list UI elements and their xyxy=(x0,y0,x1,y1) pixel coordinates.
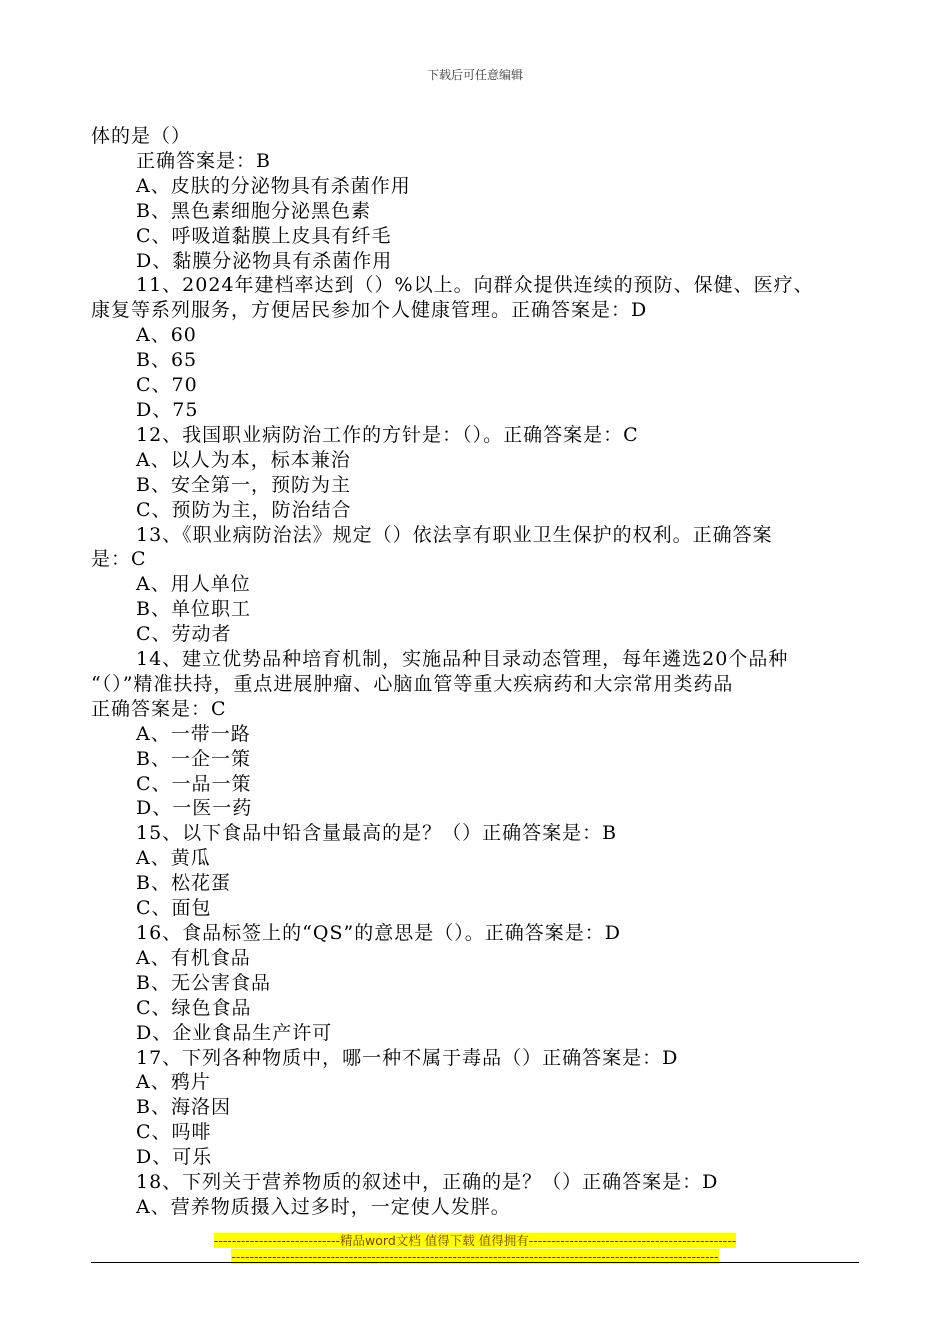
text-line: D、可乐 xyxy=(136,1146,213,1169)
text-line: C、劳动者 xyxy=(136,623,232,646)
text-line: B、松花蛋 xyxy=(136,872,231,895)
text-line: 13、《职业病防治法》规定（）依法享有职业卫生保护的权利。正确答案 xyxy=(136,523,773,546)
text-line: A、用人单位 xyxy=(136,573,251,596)
text-line: C、一品一策 xyxy=(136,772,252,795)
text-line: B、一企一策 xyxy=(136,747,251,770)
document-body xyxy=(91,124,871,1220)
text-line: 12、我国职业病防治工作的方针是：（）。正确答案是：C xyxy=(136,423,639,446)
text-line: A、鸦片 xyxy=(136,1071,211,1094)
text-line: “（）”精准扶持，重点进展肿瘤、心脑血管等重大疾病药和大宗常用类药品 xyxy=(91,672,734,695)
text-line: 15、以下食品中铅含量最高的是？（）正确答案是：B xyxy=(136,822,618,845)
text-line: D、一医一药 xyxy=(136,797,253,820)
text-line: C、面包 xyxy=(136,897,212,920)
text-line: D、黏膜分泌物具有杀菌作用 xyxy=(136,249,393,272)
text-line: A、营养物质摄入过多时，一定使人发胖。 xyxy=(136,1195,511,1218)
text-line: 体的是（） xyxy=(91,125,192,147)
text-line: D、企业食品生产许可 xyxy=(136,1021,333,1044)
text-line: B、安全第一，预防为主 xyxy=(136,473,351,496)
footer-rule xyxy=(91,1262,859,1263)
text-line: B、单位职工 xyxy=(136,598,251,621)
text-line: C、吗啡 xyxy=(136,1121,212,1144)
text-line: B、65 xyxy=(136,349,198,372)
text-line: A、一带一路 xyxy=(136,722,251,745)
text-line: 是：C xyxy=(91,548,147,571)
text-line: C、预防为主，防治结合 xyxy=(136,498,352,521)
text-line: B、黑色素细胞分泌黑色素 xyxy=(136,199,371,222)
text-line: D、75 xyxy=(136,398,199,421)
text-line: B、海洛因 xyxy=(136,1096,231,1119)
text-line: A、60 xyxy=(136,324,197,347)
text-line: 16、食品标签上的“QS”的意思是（）。正确答案是：D xyxy=(136,922,621,944)
text-line: 11、2024年建档率达到（）%以上。向群众提供连续的预防、保健、医疗、 xyxy=(136,274,814,297)
text-line: A、有机食品 xyxy=(136,946,251,969)
text-line: 14、建立优势品种培育机制，实施品种目录动态管理，每年遴选20个品种 xyxy=(136,648,789,671)
text-line: 正确答案是：B xyxy=(136,149,271,172)
text-line: A、黄瓜 xyxy=(136,847,211,870)
text-line: 康复等系列服务，方便居民参加个人健康管理。正确答案是：D xyxy=(91,299,648,322)
text-line: A、以人为本，标本兼治 xyxy=(136,448,351,471)
text-line: 17、下列各种物质中，哪一种不属于毒品（）正确答案是：D xyxy=(136,1046,679,1069)
text-line: B、无公害食品 xyxy=(136,971,271,994)
text-line: C、呼吸道黏膜上皮具有纤毛 xyxy=(136,224,392,247)
page-header: 下载后可任意编辑 xyxy=(426,68,523,82)
text-line: C、70 xyxy=(136,374,198,397)
text-line: A、皮肤的分泌物具有杀菌作用 xyxy=(136,174,411,197)
text-line: 正确答案是：C xyxy=(91,697,227,720)
text-line: 18、下列关于营养物质的叙述中，正确的是？（）正确答案是：D xyxy=(136,1171,719,1194)
text-line: C、绿色食品 xyxy=(136,996,252,1019)
footer-banner-text: ----------------------------精品word文档 值得下载 值得拥有---------------------------------------------- xyxy=(213,1233,737,1248)
footer-banner-dashes: ------------------------------------------------------------------------------------------------------------ xyxy=(231,1249,719,1264)
